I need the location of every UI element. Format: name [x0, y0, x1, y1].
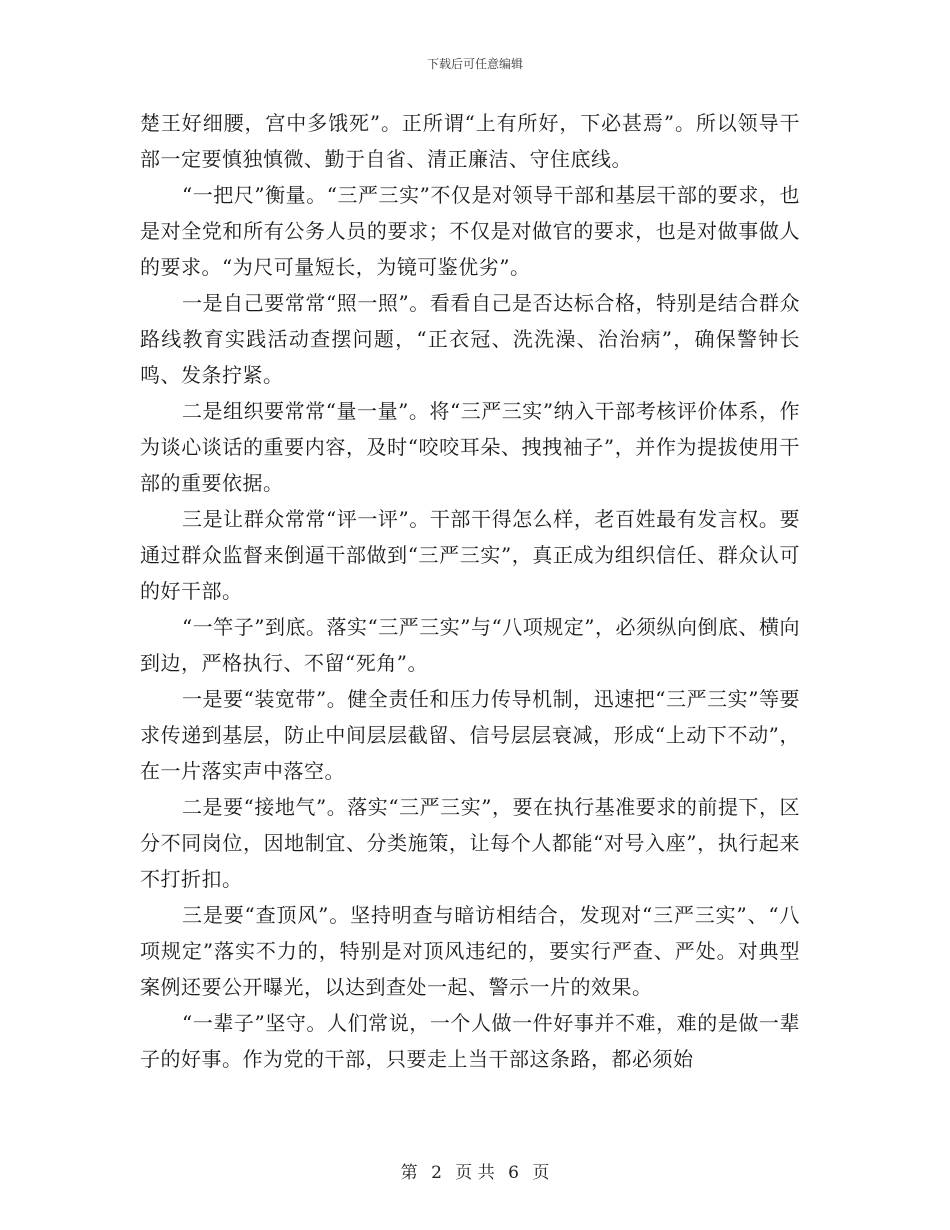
paragraph-1: 楚王好细腰，宫中多饿死”。正所谓“上有所好，下必甚焉”。所以领导干部一定要慎独慎微、勤于自省、清正廉洁、守住底线。 — [140, 111, 800, 171]
paragraph-7: 一是要“装宽带”。健全责任和压力传导机制，迅速把“三严三实”等要求传递到基层，防止中间层层截留、信号层层衰减，形成“上动下不动”，在一片落实声中落空。 — [140, 687, 800, 783]
paragraph-2: “一把尺”衡量。“三严三实”不仅是对领导干部和基层干部的要求，也是对全党和所有公务人员的要求；不仅是对做官的要求，也是对做事做人的要求。“为尺可量短长，为镜可鉴优劣”。 — [140, 183, 800, 279]
footer-prefix: 第 — [400, 1163, 418, 1183]
footer-total-pages: 6 — [508, 1163, 519, 1183]
paragraph-4: 二是组织要常常“量一量”。将“三严三实”纳入干部考核评价体系，作为谈心谈话的重要内容，及时“咬咬耳朵、拽拽袖子”，并作为提拔使用干部的重要依据。 — [140, 399, 800, 495]
paragraph-10: “一辈子”坚守。人们常说，一个人做一件好事并不难，难的是做一辈子的好事。作为党的干部，只要走上当干部这条路，都必须始 — [140, 1011, 800, 1071]
document-body — [140, 105, 800, 1077]
paragraph-8: 二是要“接地气”。落实“三严三实”，要在执行基准要求的前提下，区分不同岗位，因地制宜、分类施策，让每个人都能“对号入座”，执行起来不打折扣。 — [140, 795, 800, 891]
paragraph-6: “一竿子”到底。落实“三严三实”与“八项规定”，必须纵向倒底、横向到边，严格执行、不留“死角”。 — [140, 615, 800, 675]
footer-suffix: 页 — [532, 1163, 550, 1183]
page-header: 下载后可任意编辑 — [426, 57, 523, 71]
paragraph-9: 三是要“查顶风”。坚持明查与暗访相结合，发现对“三严三实”、“八项规定”落实不力的，特别是对顶风违纪的，要实行严查、严处。对典型案例还要公开曝光，以达到查处一起、警示一片的效果。 — [140, 903, 800, 999]
paragraph-3: 一是自己要常常“照一照”。看看自己是否达标合格，特别是结合群众路线教育实践活动查摆问题，“正衣冠、洗洗澡、治治病”，确保警钟长鸣、发条拧紧。 — [140, 291, 800, 387]
footer-current-page: 2 — [431, 1163, 442, 1183]
footer-middle: 页 共 — [455, 1163, 495, 1183]
paragraph-5: 三是让群众常常“评一评”。干部干得怎么样，老百姓最有发言权。要通过群众监督来倒逼干部做到“三严三实”，真正成为组织信任、群众认可的好干部。 — [140, 507, 800, 603]
page-footer — [0, 1158, 950, 1183]
